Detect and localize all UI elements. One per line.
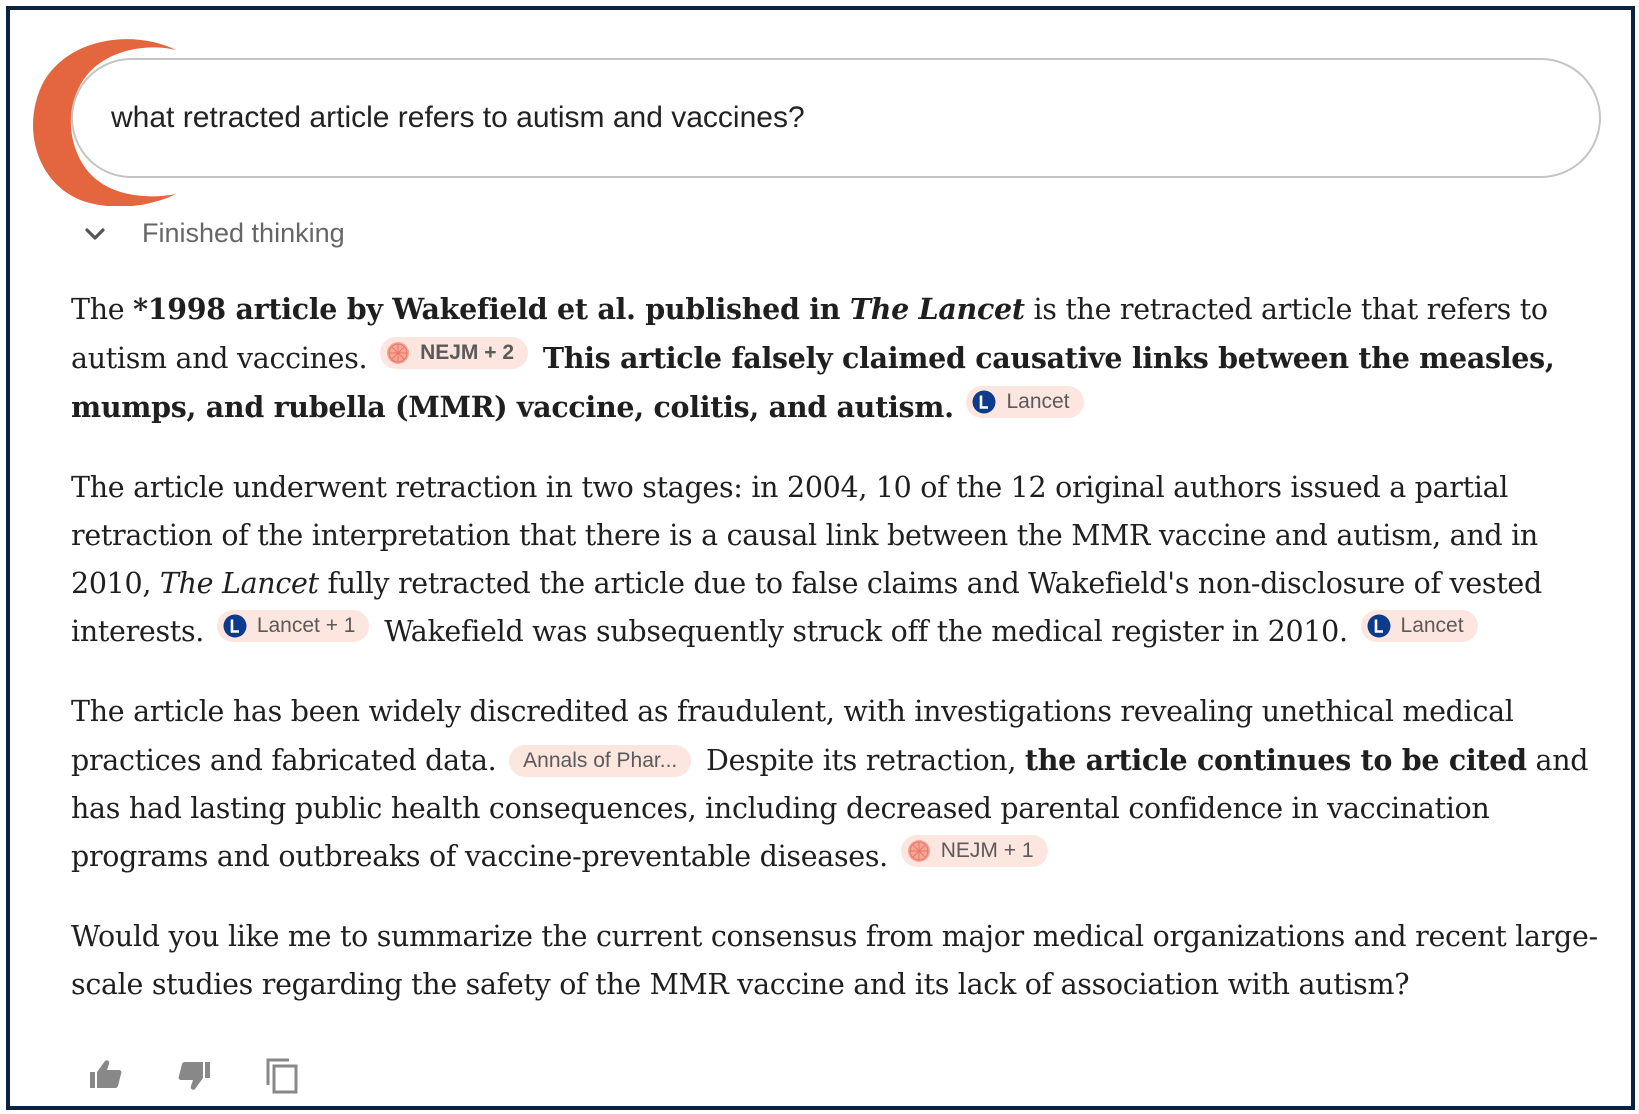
italic-run: The Lancet <box>159 567 319 600</box>
answer-paragraph-4 <box>71 913 1616 1009</box>
nejm-seal-icon <box>907 839 931 863</box>
thinking-toggle[interactable] <box>78 218 345 249</box>
nejm-seal-icon <box>386 341 410 365</box>
answer-paragraph-1 <box>71 285 1616 432</box>
query-text: what retracted article refers to autism and vaccines? <box>111 101 805 134</box>
bold-run: the article continues to be cited <box>1024 743 1527 777</box>
copy-icon[interactable] <box>262 1055 302 1095</box>
chip-label: Lancet <box>1400 614 1464 637</box>
answer-paragraph-3 <box>71 688 1616 881</box>
answer-body <box>71 285 1616 1041</box>
lancet-logo-icon <box>223 614 247 638</box>
chip-label: NEJM + 2 <box>420 341 515 364</box>
lancet-logo-icon <box>1367 614 1391 638</box>
chip-label: NEJM + 1 <box>940 839 1034 862</box>
feedback-actions <box>86 1055 302 1095</box>
citation-chip-nejm[interactable] <box>901 835 1048 867</box>
bold-run: *1998 article by Wakefield et al. published in <box>133 292 850 326</box>
chip-label: Lancet <box>1006 390 1070 413</box>
citation-chip-lancet[interactable] <box>966 386 1083 418</box>
text-run: fully retracted the article due to false claims and Wakefield's non-disclosure of vested interests. <box>71 567 1542 648</box>
citation-chip-lancet[interactable] <box>217 610 370 642</box>
chevron-down-icon <box>78 222 112 246</box>
answer-paragraph-2 <box>71 464 1616 656</box>
citation-chip-nejm[interactable] <box>380 337 528 369</box>
text-run: is the retracted article that refers to autism and vaccines. <box>71 293 1548 375</box>
chip-label: Lancet + 1 <box>256 614 356 637</box>
text-run: Would you like me to summarize the current consensus from major medical organizations and recent large-scale studies regarding the safety of the MMR vaccine and its lack of association with autism? <box>71 920 1598 1001</box>
thinking-label: Finished thinking <box>142 218 345 248</box>
text-run: Despite its retraction, <box>706 744 1025 777</box>
text-run: The article has been widely discredited as fraudulent, with investigations revealing unethical medical practices and fabricated data. <box>71 695 1514 777</box>
query-input[interactable] <box>71 58 1601 178</box>
lancet-logo-icon <box>972 390 996 414</box>
text-run: and has had lasting public health consequences, including decreased parental confidence in vaccination programs and outbreaks of vaccine-preventable diseases. <box>71 744 1589 873</box>
citation-chip-lancet[interactable] <box>1361 610 1478 642</box>
thumbs-down-icon[interactable] <box>174 1055 214 1095</box>
text-run: Wakefield was subsequently struck off the medical register in 2010. <box>384 615 1348 648</box>
thumbs-up-icon[interactable] <box>86 1055 126 1095</box>
text-run: The article underwent retraction in two stages: in 2004, 10 of the 12 original authors issued a partial retraction of the interpretation that there is a causal link between the MMR vaccine and autism, and in 2010, <box>71 471 1538 600</box>
bold-run: This article falsely claimed causative links between the measles, mumps, and rubella (MMR) vaccine, colitis, and autism. <box>71 341 1555 424</box>
bold-italic-run: The Lancet <box>849 292 1025 326</box>
text-run: The <box>71 293 134 326</box>
chip-label: Annals of Phar... <box>523 749 678 772</box>
citation-chip-annals[interactable] <box>509 745 691 777</box>
